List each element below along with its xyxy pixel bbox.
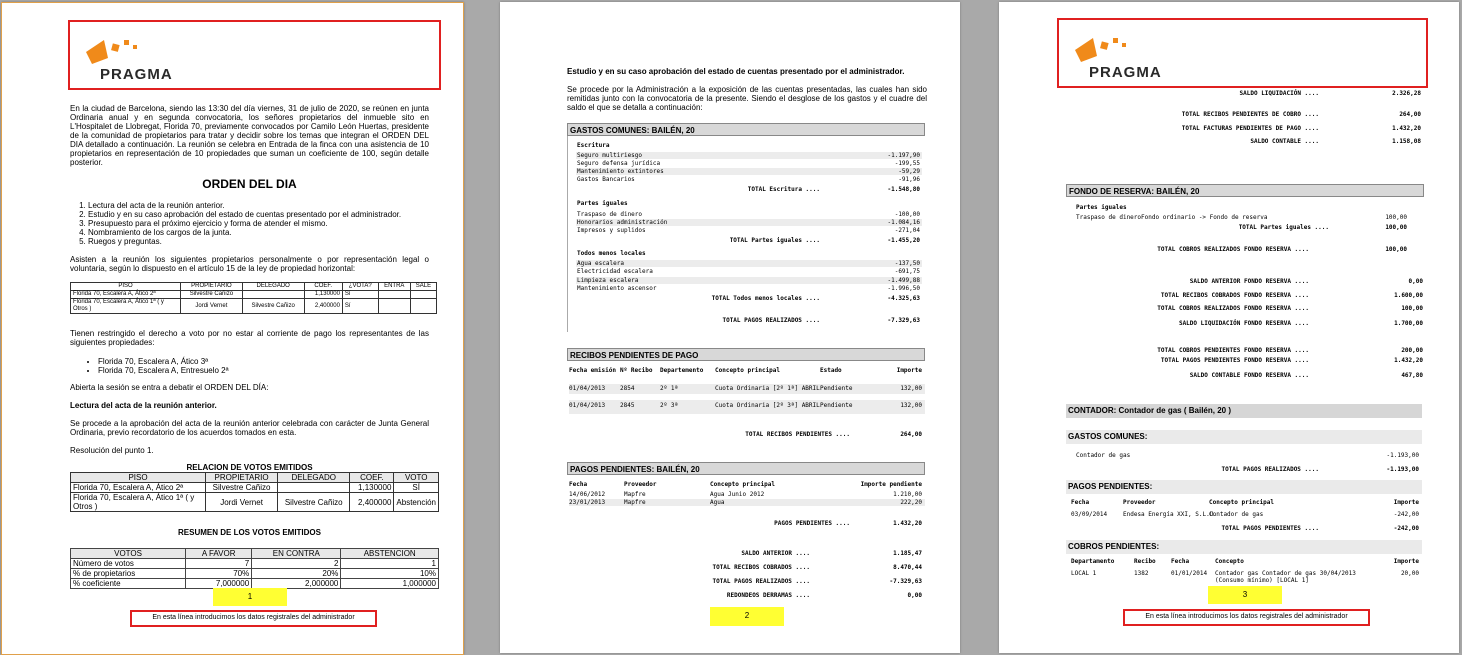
group-total-amount: -1.548,80 [887, 186, 920, 193]
expense-label: Mantenimiento ascensor [577, 285, 657, 292]
summary-label: SALDO ANTERIOR .... [741, 550, 810, 557]
cell: Pendiente [820, 402, 853, 409]
relacion-title: RELACION DE VOTOS EMITIDOS [186, 463, 313, 472]
group-total-amount: -1.455,20 [887, 237, 920, 244]
cell: 23/01/2013 [569, 499, 606, 506]
cell: Número de votos [71, 559, 186, 569]
summary-amount: -7.329,63 [889, 578, 922, 585]
expense-label: Electricidad escalera [577, 268, 653, 275]
cell: 1,130000 [350, 483, 394, 493]
pp-total-label: TOTAL PAGOS PENDIENTES .... [1221, 525, 1319, 532]
cell: Silvestre Cañizo [181, 291, 243, 299]
cell: 2,400000 [350, 493, 394, 512]
cell: Sí [342, 291, 378, 299]
cell: % coeficiente [71, 579, 186, 589]
cell: 1,000000 [341, 579, 439, 589]
fondo-amount: 100,00 [1385, 246, 1407, 253]
column-header: Concepto [1215, 558, 1244, 565]
expense-label: Traspaso de dineroFondo ordinario -> Fondo de reserva [1076, 214, 1268, 221]
total-recibos-amount: 264,00 [900, 431, 922, 438]
list-item: • Florida 70, Escalera A, Entresuelo 2ª [98, 366, 438, 375]
cell: Contador gas Contador de gas 30/04/2013 (Consumo mínimo) [LOCAL 1] [1215, 570, 1356, 584]
group-title: Partes iguales [1076, 204, 1127, 211]
cell: Silvestre Cañizo [278, 493, 350, 512]
column-header: Nº Recibo [620, 367, 653, 374]
abierta-text: Abierta la sesión se entra a debatir el ORDEN DEL DÍA: [70, 383, 269, 392]
cell: Silvestre Cañizo [242, 299, 304, 314]
cell: Agua [710, 499, 725, 506]
cell [378, 291, 410, 299]
expense-amount: -1.193,00 [1386, 452, 1419, 459]
column-header: Importe [1393, 499, 1419, 506]
total-pagos-amount: -7.329,63 [887, 317, 920, 324]
cell: Mapfre [624, 491, 646, 498]
fondo-amount: 100,00 [1385, 224, 1407, 231]
cobros-pendientes-title: COBROS PENDIENTES: [1066, 540, 1422, 554]
cell: Cuota Ordinaria [2º 3ª] ABRIL [715, 402, 820, 409]
expense-amount: -100,00 [894, 211, 920, 218]
column-header: Importe [1393, 558, 1419, 565]
column-header: Fecha emisión [569, 367, 616, 374]
cell: Silvestre Cañizo [206, 483, 278, 493]
cell: Endesa Energía XXI, S.L.U. [1123, 511, 1217, 518]
group-title: Partes iguales [577, 200, 628, 207]
fondo-amount: 1.600,00 [1394, 292, 1423, 299]
orden-title: ORDEN DEL DIA [202, 177, 297, 191]
cell: 01/01/2014 [1171, 570, 1208, 577]
section-heading: Estudio y en su caso aprobación del estado de cuentas presentado por el administrador. [567, 67, 905, 76]
expense-label: Gastos Bancarios [577, 176, 635, 183]
orden-list [70, 201, 447, 246]
table-header: VOTOS [71, 549, 186, 559]
table-header: COEF. [304, 283, 342, 291]
page-3 [999, 2, 1459, 653]
table-row [71, 483, 439, 493]
cell: 2845 [620, 402, 635, 409]
expense-label: Traspaso de dinero [577, 211, 643, 218]
column-header: Departemento [660, 367, 704, 374]
cell: 2,000000 [252, 579, 341, 589]
column-header: Concepto principal [1209, 499, 1275, 506]
contador-total-amount: -1.193,00 [1386, 466, 1419, 473]
contador-title: CONTADOR: Contador de gas ( Bailén, 20 ) [1066, 404, 1422, 418]
cell: 70% [186, 569, 252, 579]
column-header: Fecha [569, 481, 588, 488]
fondo-label: SALDO LIQUIDACIÓN FONDO RESERVA .... [1178, 320, 1309, 327]
orden-item: 2. Estudio y en su caso aprobación del estado de cuentas presentado por el administrador. [88, 210, 447, 219]
cell: 20,00 [1400, 570, 1419, 577]
summary-label: SALDO LIQUIDACIÓN .... [1239, 90, 1319, 97]
resumen-title: RESUMEN DE LOS VOTOS EMITIDOS [178, 528, 321, 537]
fondo-amount: 200,00 [1401, 347, 1423, 354]
fondo-amount: 467,80 [1401, 372, 1423, 379]
logo-text: PRAGMA [1089, 64, 1162, 81]
table-row [71, 299, 437, 314]
table-header: COEF. [350, 473, 394, 483]
cell: 14/06/2012 [569, 491, 606, 498]
column-header: Estado [820, 367, 842, 374]
summary-label: TOTAL RECIBOS COBRADOS .... [712, 564, 810, 571]
cell: Florida 70, Escalera A, Ático 2ª [71, 291, 181, 299]
summary-amount: 2.326,28 [1392, 90, 1421, 97]
fondo-amount: 0,00 [1408, 278, 1423, 285]
fondo-label: TOTAL PAGOS PENDIENTES FONDO RESERVA .... [1160, 357, 1309, 364]
gastos-title: GASTOS COMUNES: BAILÉN, 20 [567, 123, 925, 136]
expense-amount: -59,29 [898, 168, 920, 175]
summary-label: SALDO CONTABLE .... [1250, 138, 1319, 145]
expense-amount: -1.197,90 [887, 152, 920, 159]
cell: Cuota Ordinaria [2º 1ª] ABRIL [715, 385, 820, 392]
table-header: EN CONTRA [252, 549, 341, 559]
table-header: SALE [410, 283, 436, 291]
table-row [71, 569, 439, 579]
cell [410, 291, 436, 299]
resumen-table [70, 548, 439, 589]
table-header: PROPIETARIO [181, 283, 243, 291]
restringido-list [80, 357, 438, 375]
column-header: Concepto principal [715, 367, 781, 374]
column-header: Importe [896, 367, 922, 374]
resolucion-text: Resolución del punto 1. [70, 446, 154, 455]
group-title: Escritura [577, 142, 610, 149]
table-header: DELEGADO [242, 283, 304, 291]
contador-total-label: TOTAL PAGOS REALIZADOS .... [1221, 466, 1319, 473]
logo-frame [1057, 18, 1428, 88]
intro-paragraph: Se procede por la Administración a la exposición de las cuentas presentadas, las cuales han sido remitidas junto con la convocatoria de la presente. Siendo el desglose de los gastos y el cuadre del saldo el que se detalla a continuación: [567, 85, 927, 112]
group-title: Todos menos locales [577, 250, 646, 257]
table-header: PISO [71, 473, 206, 483]
orden-item: 1. Lectura del acta de la reunión anterior. [88, 201, 447, 210]
summary-label: TOTAL FACTURAS PENDIENTES DE PAGO .... [1181, 125, 1319, 132]
gastos-comunes-title: GASTOS COMUNES: [1066, 430, 1422, 444]
orden-item: 3. Presupuesto para el próximo ejercicio y forma de atender el mismo. [88, 219, 447, 228]
table-header: ENTRA [378, 283, 410, 291]
group-total-label: TOTAL Todos menos locales .... [711, 295, 820, 302]
summary-amount: 0,00 [907, 592, 922, 599]
cell: Pendiente [820, 385, 853, 392]
pp-total-amount: -242,00 [1393, 525, 1419, 532]
column-header: Concepto principal [710, 481, 776, 488]
expense-amount: -1.084,16 [887, 219, 920, 226]
expense-amount: -91,96 [898, 176, 920, 183]
total-pagos-label: TOTAL PAGOS REALIZADOS .... [722, 317, 820, 324]
cell: 7,000000 [186, 579, 252, 589]
expense-amount: -1.499,88 [887, 277, 920, 284]
column-header: Importe pendiente [860, 481, 922, 488]
logo-frame [68, 20, 441, 90]
summary-amount: 1.432,20 [1392, 125, 1421, 132]
cell: 2854 [620, 385, 635, 392]
group-total-label: TOTAL Partes iguales .... [729, 237, 820, 244]
table-header: DELEGADO [278, 473, 350, 483]
expense-label: Mantenimiento extintores [577, 168, 664, 175]
column-header: Fecha [1071, 499, 1090, 506]
table-row [71, 579, 439, 589]
fondo-label: TOTAL Partes iguales .... [1238, 224, 1329, 231]
table-header: PROPIETARIO [206, 473, 278, 483]
summary-label: REDONDEOS DERRAMAS .... [726, 592, 810, 599]
list-item: • Florida 70, Escalera A, Ático 3ª [98, 357, 438, 366]
cell: -242,00 [1393, 511, 1419, 518]
cell: 10% [341, 569, 439, 579]
cell: Mapfre [624, 499, 646, 506]
table-row [71, 493, 439, 512]
recibos-title: RECIBOS PENDIENTES DE PAGO [567, 348, 925, 361]
lectura-title: Lectura del acta de la reunión anterior. [70, 401, 217, 410]
expense-amount: -1.996,50 [887, 285, 920, 292]
pagos-title: PAGOS PENDIENTES: BAILÉN, 20 [567, 462, 925, 475]
cell: 222,20 [900, 499, 922, 506]
cell: 132,00 [900, 385, 922, 392]
expense-amount: -271,04 [894, 227, 920, 234]
total-recibos-label: TOTAL RECIBOS PENDIENTES .... [745, 431, 850, 438]
expense-amount: -137,50 [894, 260, 920, 267]
footer-admin-data: En esta línea introducimos los datos registrales del administrador [130, 610, 377, 627]
cell [378, 299, 410, 314]
summary-amount: 8.470,44 [893, 564, 922, 571]
cell: SÍ [394, 483, 439, 493]
fondo-label: SALDO CONTABLE FONDO RESERVA .... [1189, 372, 1309, 379]
cell: Florida 70, Escalera A, Ático 1ª ( y Otros ) [71, 493, 206, 512]
asisten-paragraph: Asisten a la reunión los siguientes propietarios personalmente o por representación legal o voluntaria, según lo dispuesto en el artículo 15 de la ley de propiedad horizontal: [70, 255, 429, 273]
cell [278, 483, 350, 493]
table-row [71, 291, 437, 299]
page-number: 2 [710, 607, 784, 626]
cell: 2 [252, 559, 341, 569]
pagos-pendientes-title: PAGOS PENDIENTES: [1066, 480, 1422, 494]
expense-label: Seguro defensa jurídica [577, 160, 661, 167]
cell: 1,130000 [304, 291, 342, 299]
cell: Florida 70, Escalera A, Ático 1ª ( y Otros ) [71, 299, 181, 314]
footer-admin-data: En esta línea introducimos los datos registrales del administrador [1123, 609, 1370, 626]
cell: 1382 [1134, 570, 1149, 577]
cell: 2º 3ª [660, 402, 679, 409]
expense-label: Contador de gas [1076, 452, 1131, 459]
fondo-amount: 100,00 [1401, 305, 1423, 312]
restringido-paragraph: Tienen restringido el derecho a voto por no estar al corriente de pago los representantes de las siguientes propiedades: [70, 329, 429, 347]
fondo-amount: 1.700,00 [1394, 320, 1423, 327]
cell: LOCAL 1 [1071, 570, 1097, 577]
attendance-table [70, 282, 437, 314]
table-header: PISO [71, 283, 181, 291]
table-header: VOTO [394, 473, 439, 483]
page-1 [1, 2, 464, 655]
fondo-title: FONDO DE RESERVA: BAILÉN, 20 [1066, 184, 1424, 197]
expense-label: Limpieza escalera [577, 277, 639, 284]
group-total-amount: -4.325,63 [887, 295, 920, 302]
column-header: Recibo [1134, 558, 1156, 565]
orden-item: 5. Ruegos y preguntas. [88, 237, 447, 246]
column-header: Proveedor [1123, 499, 1156, 506]
cell: 01/04/2013 [569, 402, 606, 409]
column-header: Departamento [1071, 558, 1115, 565]
expense-label: Honorarios administración [577, 219, 668, 226]
cell: Jordi Vernet [181, 299, 243, 314]
cell: 132,00 [900, 402, 922, 409]
cell: 20% [252, 569, 341, 579]
summary-amount: 1.158,08 [1392, 138, 1421, 145]
fondo-label: TOTAL COBROS PENDIENTES FONDO RESERVA .... [1157, 347, 1309, 354]
expense-label: Agua escalera [577, 260, 624, 267]
page-2 [500, 2, 960, 653]
table-header: ABSTENCION [341, 549, 439, 559]
summary-amount: 1.185,47 [893, 550, 922, 557]
fondo-label: SALDO ANTERIOR FONDO RESERVA .... [1189, 278, 1309, 285]
pagos-total-label: PAGOS PENDIENTES .... [774, 520, 850, 527]
cell: Contador de gas [1209, 511, 1264, 518]
cell: 1.210,00 [893, 491, 922, 498]
fondo-label: TOTAL RECIBOS COBRADOS FONDO RESERVA .... [1160, 292, 1309, 299]
table-row [71, 559, 439, 569]
fondo-label: TOTAL COBROS REALIZADOS FONDO RESERVA .... [1157, 246, 1309, 253]
pagos-total-amount: 1.432,20 [893, 520, 922, 527]
fondo-label: TOTAL COBROS REALIZADOS FONDO RESERVA .... [1157, 305, 1309, 312]
expense-amount: -691,75 [894, 268, 920, 275]
lectura-text: Se procede a la aprobación del acta de la reunión anterior celebrada con carácter de Junta General Ordinaria, previo recordatorio de los acuerdos tomados en esta. [70, 419, 429, 437]
cell [410, 299, 436, 314]
expense-amount: 100,00 [1385, 214, 1407, 221]
relacion-table [70, 472, 439, 512]
column-header: Fecha [1171, 558, 1190, 565]
cell [242, 291, 304, 299]
table-header: ¿VOTA? [342, 283, 378, 291]
page-number: 1 [213, 588, 287, 606]
logo-text: PRAGMA [100, 66, 173, 83]
cell: Abstención [394, 493, 439, 512]
summary-amount: 264,00 [1399, 111, 1421, 118]
cell: 03/09/2014 [1071, 511, 1108, 518]
cell: Jordi Vernet [206, 493, 278, 512]
cell: 2º 1ª [660, 385, 679, 392]
group-total-label: TOTAL Escritura .... [747, 186, 820, 193]
expense-label: Seguro multiriesgo [577, 152, 643, 159]
intro-paragraph: En la ciudad de Barcelona, siendo las 13:30 del día viernes, 31 de julio de 2020, se reúnen en junta Ordinaria anual y en segunda convocatoria, los señores propietarios del inmueble sito en L'Hospitalet de Llobregat, Florida 70, previamente convocados por Camilo León Huertas, presidente de la comunidad de propietarios para tratar y decidir sobre los temas que integran el ORDEN DEL DIA detallado a continuación. La reunión se celebra en Entrada de la finca con una asistencia de 10 propietarios en representación de 10 propiedades que suman un coeficiente de 100, según detalle posterior. [70, 104, 429, 167]
column-header: Proveedor [624, 481, 657, 488]
orden-item: 4. Nombramiento de los cargos de la junta. [88, 228, 447, 237]
cell: 7 [186, 559, 252, 569]
table-header: A FAVOR [186, 549, 252, 559]
cell: % de propietarios [71, 569, 186, 579]
divider [567, 136, 568, 332]
expense-amount: -199,55 [894, 160, 920, 167]
summary-label: TOTAL PAGOS REALIZADOS .... [712, 578, 810, 585]
summary-label: TOTAL RECIBOS PENDIENTES DE COBRO .... [1181, 111, 1319, 118]
fondo-amount: 1.432,20 [1394, 357, 1423, 364]
page-number: 3 [1208, 586, 1282, 604]
cell: Sí [342, 299, 378, 314]
cell: 1 [341, 559, 439, 569]
expense-label: Impresos y suplidos [577, 227, 646, 234]
cell: Florida 70, Escalera A, Ático 2ª [71, 483, 206, 493]
cell: Agua Junio 2012 [710, 491, 765, 498]
cell: 2,400000 [304, 299, 342, 314]
cell: 01/04/2013 [569, 385, 606, 392]
